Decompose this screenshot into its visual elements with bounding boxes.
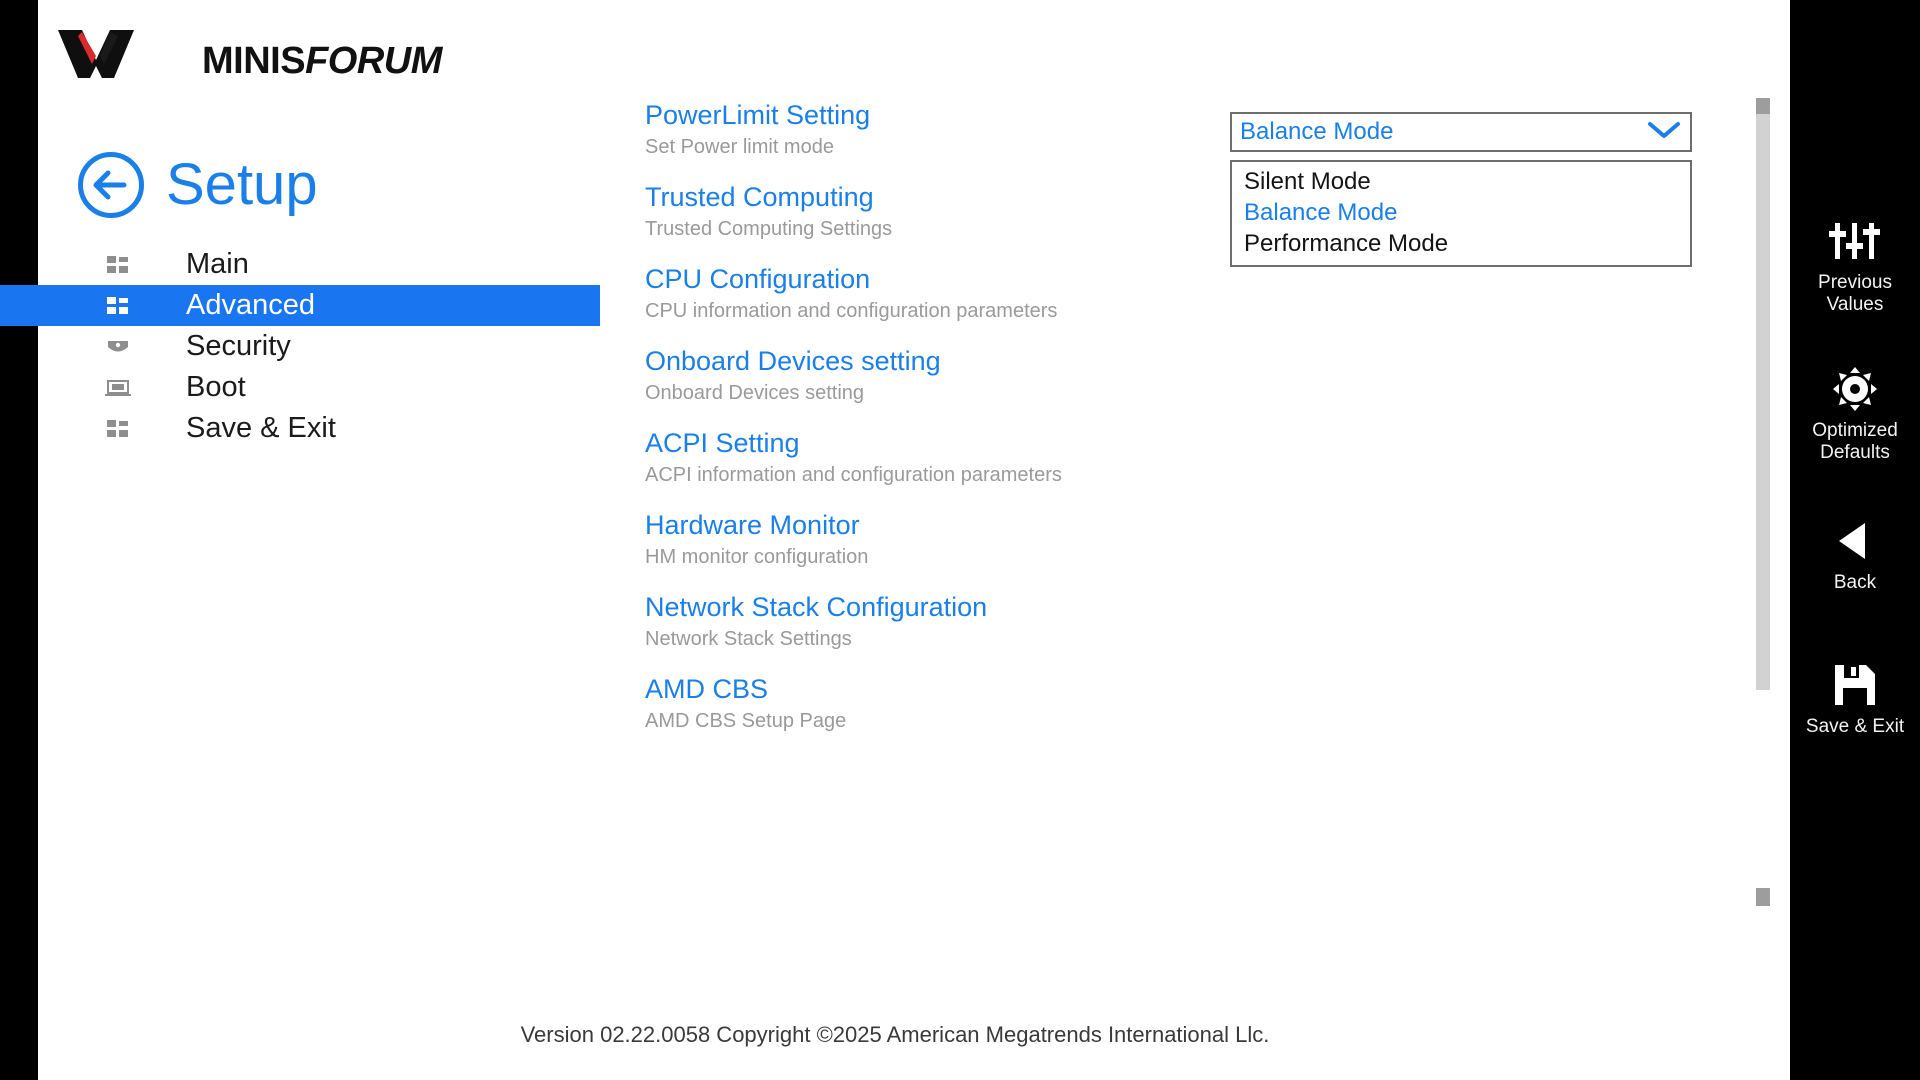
- rail-optimized-defaults[interactable]: [1790, 366, 1920, 464]
- dropdown-option-balance-mode[interactable]: Balance Mode: [1244, 199, 1398, 226]
- dropdown-control[interactable]: [1230, 112, 1692, 152]
- setting-acpi[interactable]: [645, 426, 1755, 490]
- page-title: Setup: [166, 152, 318, 217]
- setting-title[interactable]: Hardware Monitor: [645, 510, 860, 540]
- setting-title[interactable]: Onboard Devices setting: [645, 346, 941, 376]
- scrollbar-down-marker[interactable]: [1756, 888, 1770, 906]
- scrollbar-up-marker[interactable]: [1756, 98, 1770, 114]
- sliders-icon: [1790, 218, 1920, 264]
- grid-icon: [104, 256, 132, 274]
- sidebar-item-security[interactable]: [0, 326, 600, 367]
- setting-title[interactable]: AMD CBS: [645, 674, 769, 704]
- version-footer: Version 02.22.0058 Copyright ©2025 American Megatrends International Llc.: [520, 1022, 1270, 1047]
- dropdown-option-silent-mode[interactable]: Silent Mode: [1244, 168, 1371, 195]
- sidebar-item-label: Security: [186, 330, 291, 362]
- sidebar-item-save-and-exit[interactable]: [0, 408, 600, 449]
- rail-back[interactable]: [1790, 518, 1920, 594]
- setting-title[interactable]: PowerLimit Setting: [645, 100, 871, 130]
- left-triangle-icon: [1790, 518, 1920, 564]
- setting-title[interactable]: CPU Configuration: [645, 264, 871, 294]
- setup-header: [78, 152, 318, 218]
- dropdown-options-list[interactable]: [1230, 160, 1692, 267]
- setting-description: HM monitor configuration: [645, 546, 869, 568]
- sidebar-item-advanced[interactable]: [0, 285, 600, 326]
- setting-title[interactable]: Trusted Computing: [645, 182, 874, 212]
- sidebar-item-label: Advanced: [186, 289, 315, 321]
- rail-label: Previous Values: [1818, 272, 1892, 315]
- setting-onboard-devices[interactable]: [645, 344, 1755, 408]
- gear-icon: [1790, 366, 1920, 412]
- right-action-rail: [1790, 0, 1920, 1080]
- chevron-down-icon[interactable]: [1646, 120, 1682, 145]
- sidebar-item-label: Boot: [186, 371, 246, 403]
- rail-save-and-exit[interactable]: [1790, 662, 1920, 738]
- rail-label: Optimized Defaults: [1812, 420, 1898, 463]
- brand-name-first: MINIS: [202, 40, 306, 82]
- sidebar-item-main[interactable]: [0, 244, 600, 285]
- grid-icon: [104, 420, 132, 438]
- brand-logo: [52, 22, 472, 90]
- rail-label: Save & Exit: [1805, 716, 1905, 737]
- setting-cpu-configuration[interactable]: [645, 262, 1755, 326]
- sidebar-item-label: Save & Exit: [186, 412, 336, 444]
- main-scrollbar-thumb[interactable]: [1756, 100, 1770, 690]
- setting-description: Onboard Devices setting: [645, 382, 865, 404]
- setting-hardware-monitor[interactable]: [645, 508, 1755, 572]
- setting-amd-cbs[interactable]: [645, 672, 1755, 736]
- boot-icon: [104, 379, 132, 397]
- setting-description: ACPI information and configuration parameters: [645, 464, 1062, 486]
- setting-description: AMD CBS Setup Page: [645, 710, 847, 732]
- brand-name-second: FORUM: [305, 40, 442, 82]
- sidebar-menu: [0, 244, 600, 449]
- left-black-gutter: [0, 0, 38, 1080]
- dropdown-option-performance-mode[interactable]: Performance Mode: [1244, 230, 1449, 257]
- setting-description: Network Stack Settings: [645, 628, 852, 650]
- setting-description: CPU information and configuration parameters: [645, 300, 1058, 322]
- minisforum-logo-icon: [52, 26, 182, 89]
- rail-label: Back: [1833, 572, 1877, 593]
- setting-description: Set Power limit mode: [645, 136, 834, 158]
- grid-icon: [104, 297, 132, 315]
- dropdown-selected-value: Balance Mode: [1240, 118, 1394, 145]
- setting-network-stack[interactable]: [645, 590, 1755, 654]
- setting-title[interactable]: Network Stack Configuration: [645, 592, 988, 622]
- setting-description: Trusted Computing Settings: [645, 218, 893, 240]
- sidebar-item-label: Main: [186, 248, 249, 280]
- setting-title[interactable]: ACPI Setting: [645, 428, 800, 458]
- rail-previous-values[interactable]: [1790, 218, 1920, 316]
- powerlimit-setting-dropdown[interactable]: [1230, 112, 1692, 267]
- brand-logo-text: [202, 40, 442, 83]
- sidebar-item-boot[interactable]: [0, 367, 600, 408]
- shield-icon: [104, 338, 132, 356]
- save-icon: [1790, 662, 1920, 708]
- back-arrow-icon[interactable]: [78, 152, 144, 218]
